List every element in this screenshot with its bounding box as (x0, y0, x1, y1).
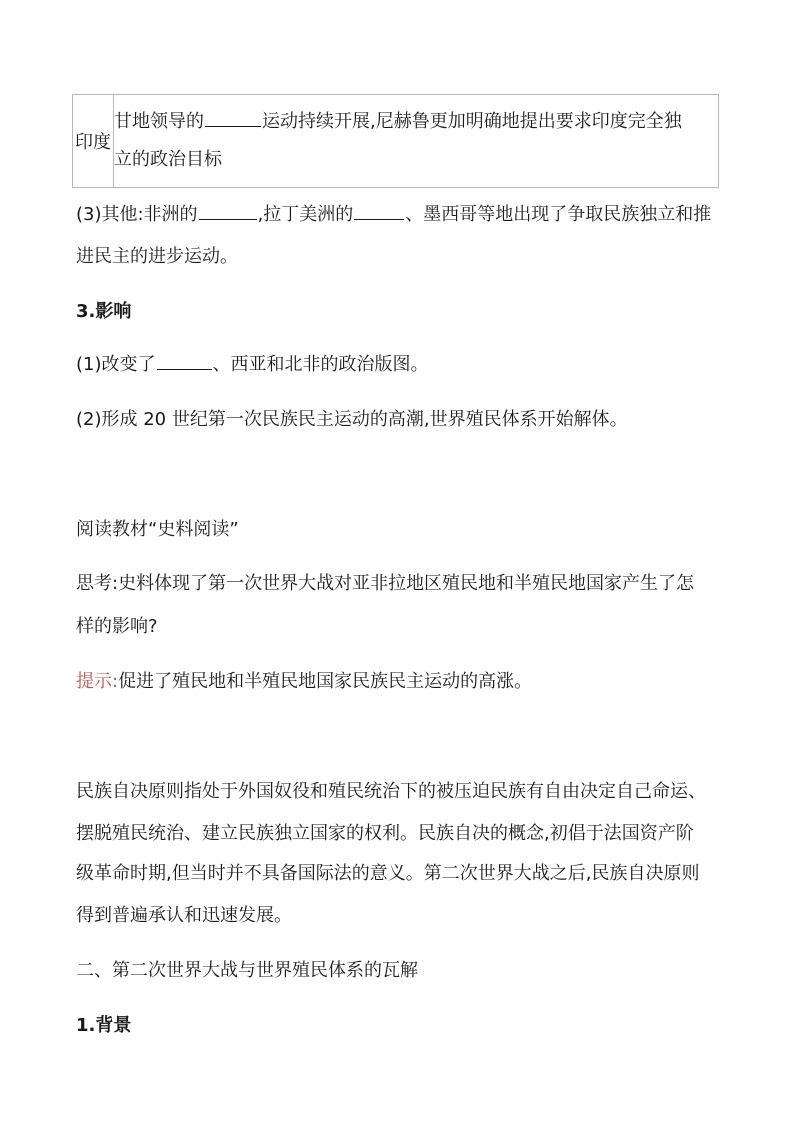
note-line-4: 得到普遍承认和迅速发展。 (76, 905, 292, 926)
fill-blank[interactable] (205, 110, 261, 127)
hint-line (76, 670, 532, 694)
text: 、西亚和北非的政治版图。 (212, 354, 429, 375)
fill-blank[interactable] (354, 203, 404, 220)
note-line-3: 级革命时期,但当时并不具备国际法的意义。第二次世界大战之后,民族自决原则 (76, 863, 700, 884)
fill-blank[interactable] (199, 203, 257, 220)
note-line-2: 摆脱殖民统治、建立民族独立国家的权利。民族自决的概念,初倡于法国资产阶 (76, 823, 694, 844)
table-row (73, 95, 719, 188)
country-cell: 印度 (73, 95, 114, 188)
content-text: 运动持续开展,尼赫鲁更加明确地提出要求印度完全独 (262, 111, 682, 132)
impact-item-2: (2)形成 20 世纪第一次民族民主运动的高潮,世界殖民体系开始解体。 (76, 409, 628, 430)
text: (1)改变了 (76, 354, 156, 375)
note-line-1: 民族自决原则指处于外国奴役和殖民统治下的被压迫民族有自由决定自己命运、 (76, 781, 706, 802)
other-line-2: 进民主的进步运动。 (76, 246, 238, 267)
content-line-2: 立的政治目标 (114, 149, 222, 170)
content-text: 甘地领导的 (114, 111, 204, 132)
content-line-1 (114, 103, 718, 141)
impact-item-1 (76, 353, 429, 377)
section-heading-impact: 3.影响 (76, 301, 132, 322)
question-line-2: 样的影响? (76, 616, 158, 637)
content-cell (114, 95, 719, 188)
fill-blank[interactable] (157, 353, 212, 370)
reading-intro: 阅读教材“史料阅读” (76, 519, 239, 540)
india-table (72, 94, 719, 188)
text: ,拉丁美洲的 (257, 204, 354, 225)
hint-label: 提示: (76, 671, 119, 692)
text: 、墨西哥等地出现了争取民族独立和推 (405, 204, 712, 225)
text: (3)其他:非洲的 (76, 204, 198, 225)
section-2-subheading: 1.背景 (76, 1015, 132, 1036)
question-line-1: 思考:史料体现了第一次世界大战对亚非拉地区殖民地和半殖民地国家产生了怎 (76, 573, 695, 594)
other-line-1 (76, 203, 711, 227)
hint-text: 促进了殖民地和半殖民地国家民族民主运动的高涨。 (118, 671, 533, 692)
section-2-title: 二、第二次世界大战与世界殖民体系的瓦解 (76, 960, 418, 981)
